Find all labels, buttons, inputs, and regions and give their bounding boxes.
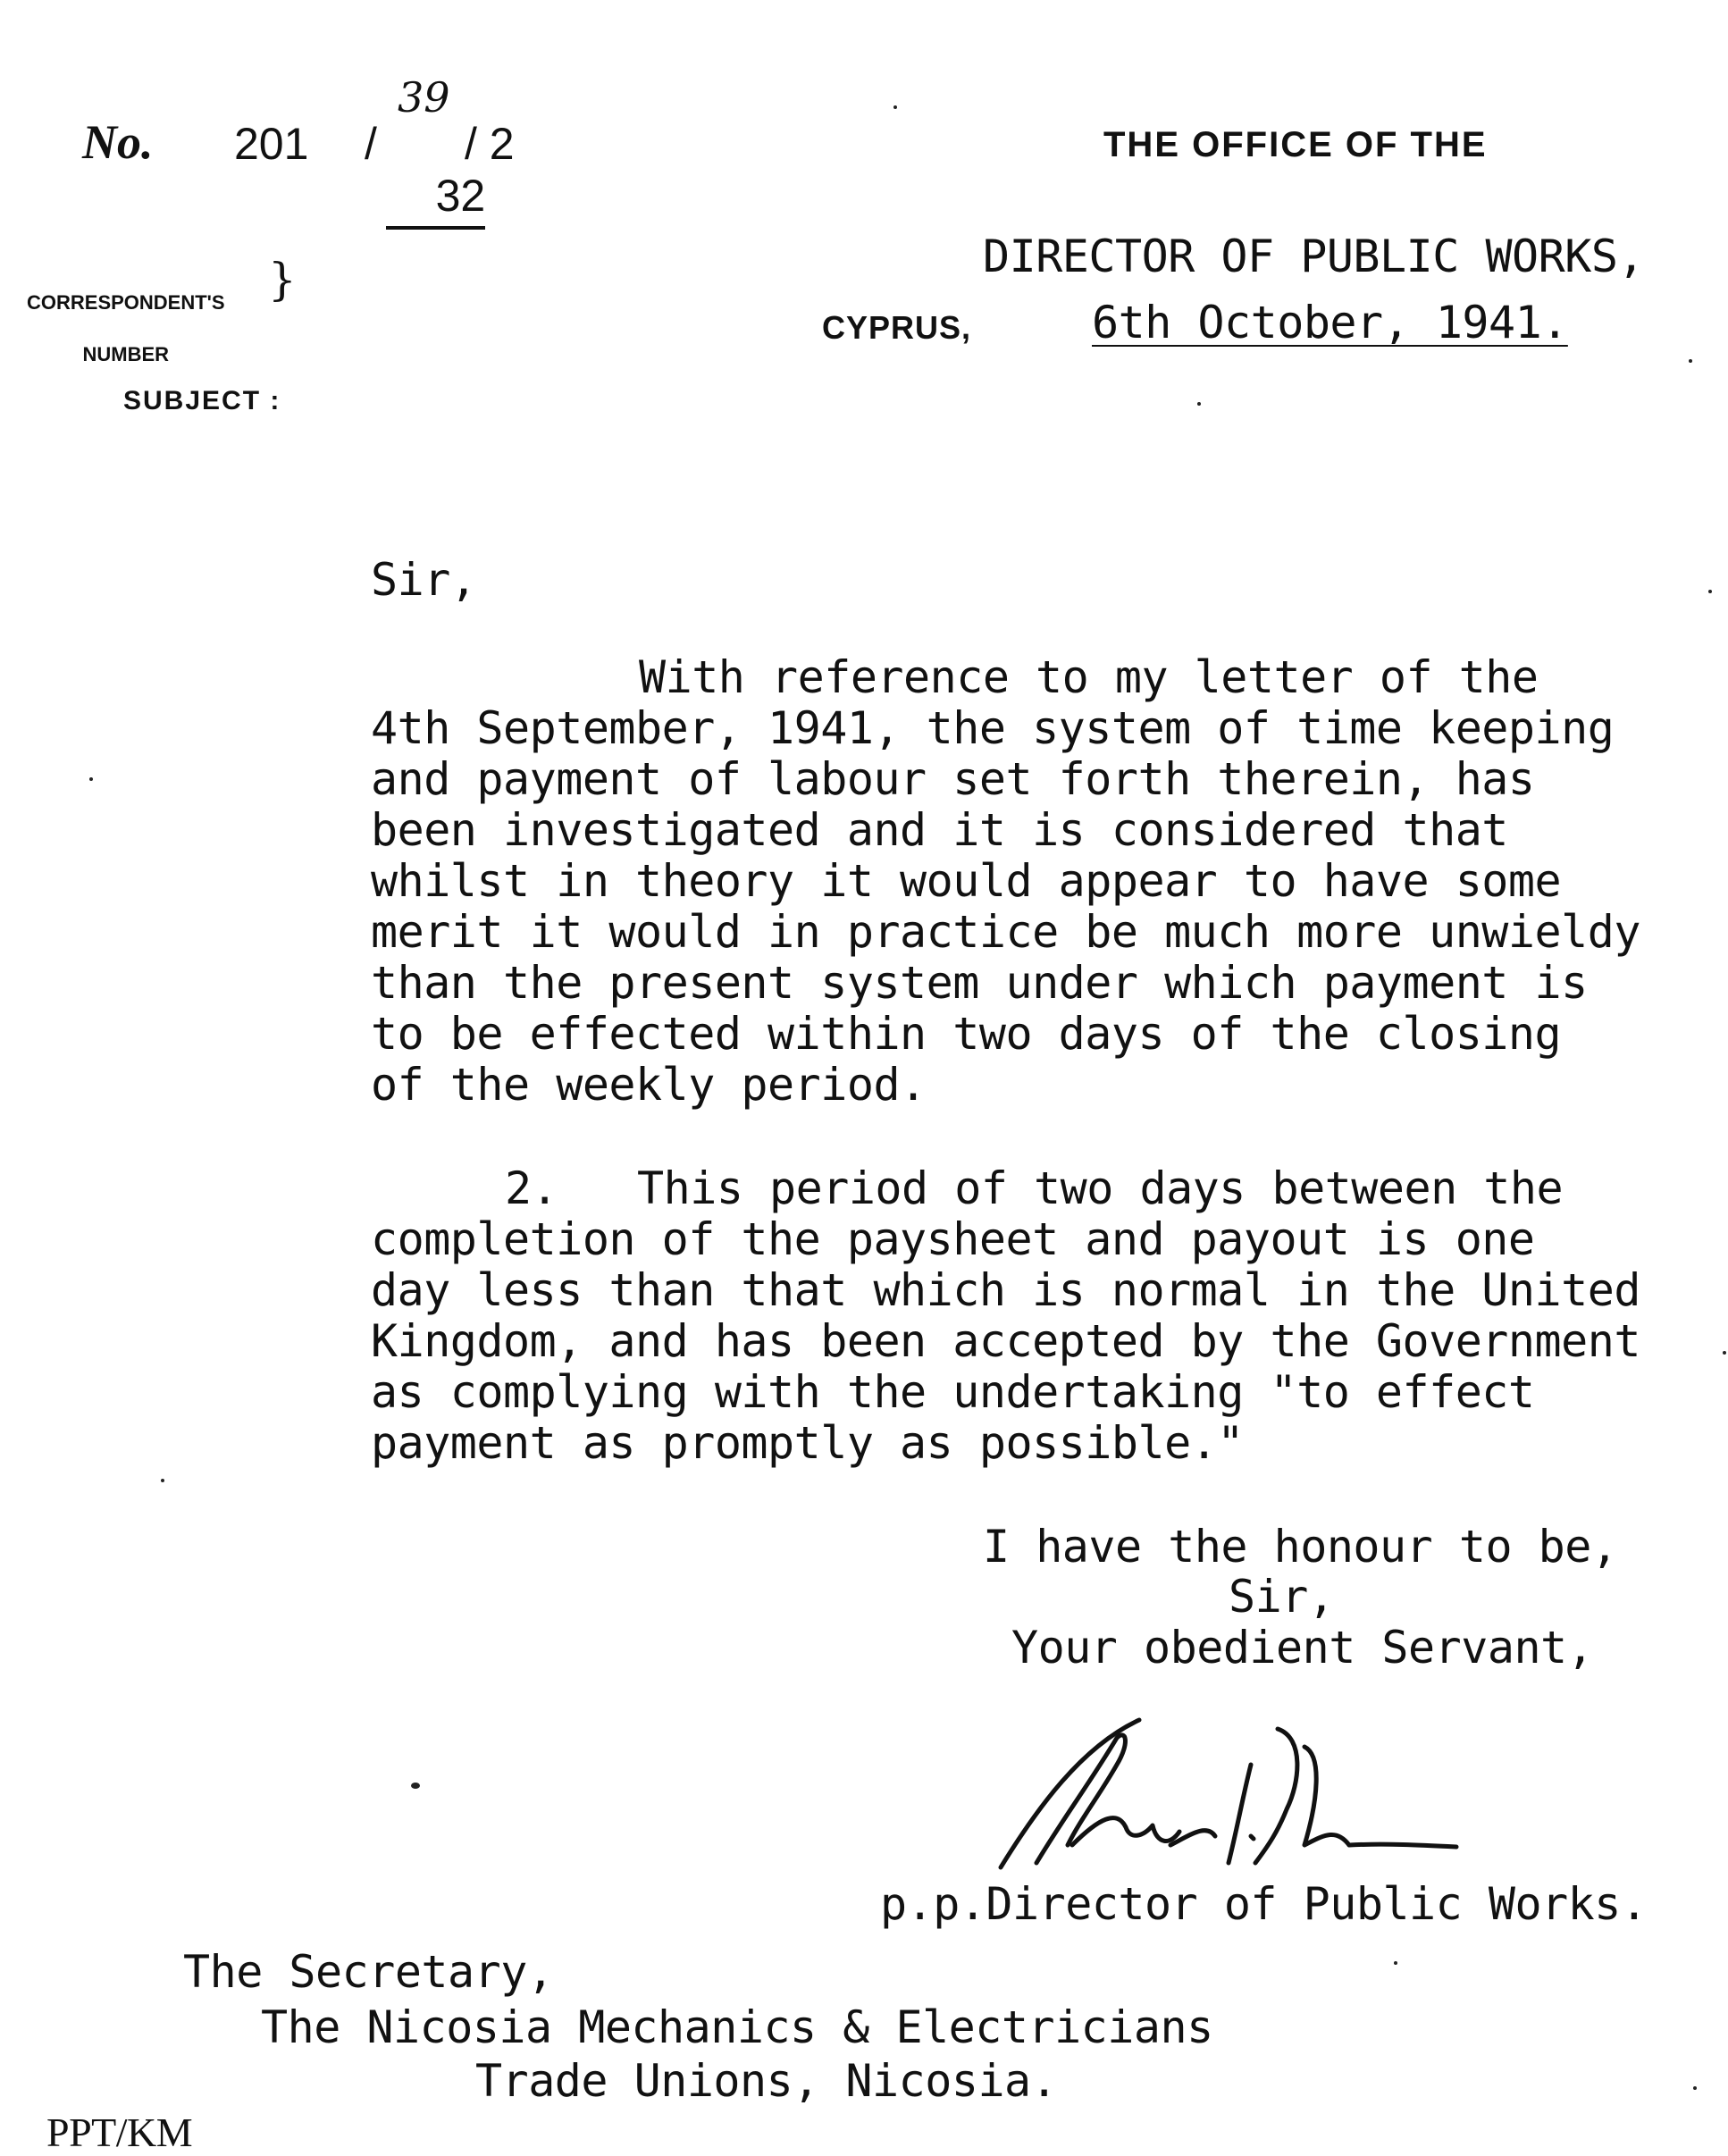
scan-speck	[1693, 2086, 1697, 2090]
number-label: No.	[82, 115, 154, 169]
closing-line-2: Sir,	[1229, 1571, 1335, 1623]
scan-speck	[1689, 359, 1692, 363]
scan-speck	[1394, 1961, 1397, 1965]
paragraph-line: payment as promptly as possible."	[371, 1417, 1244, 1469]
paragraph-line: merit it would in practice be much more unwieldy	[371, 906, 1640, 958]
paragraph-1	[371, 652, 1693, 1111]
paragraph-line: 2. This period of two days between the	[505, 1162, 1564, 1214]
handwritten-signature	[983, 1711, 1465, 1890]
paragraph-line: to be effected within two days of the closing	[371, 1008, 1562, 1060]
reference-slash: /	[365, 119, 377, 169]
scan-speck	[1708, 590, 1712, 593]
addressee-line-3: Trade Unions, Nicosia.	[475, 2055, 1058, 2107]
paragraph-line: completion of the paysheet and payout is one	[371, 1213, 1535, 1265]
place-label: CYPRUS,	[822, 309, 972, 346]
strikethrough-line	[386, 226, 485, 230]
closing-line-3: Your obedient Servant,	[1011, 1622, 1594, 1674]
paragraph-line: 4th September, 1941, the system of time keeping	[371, 702, 1615, 754]
reference-initials: PPT/KM	[46, 2110, 193, 2155]
scan-speck	[1197, 402, 1201, 406]
salutation: Sir,	[371, 554, 477, 606]
letter-date: 6th October, 1941.	[1092, 297, 1568, 348]
paragraph-line: than the present system under which payment is	[371, 957, 1588, 1009]
handwritten-correction: 39	[398, 73, 450, 122]
paragraph-line: day less than that which is normal in the United	[371, 1264, 1640, 1316]
signatory-line: p.p.Director of Public Works.	[880, 1878, 1648, 1930]
paragraph-line: whilst in theory it would appear to have some	[371, 855, 1562, 907]
paragraph-line: as complying with the undertaking "to effect	[371, 1366, 1535, 1418]
closing-line-1: I have the honour to be,	[983, 1521, 1618, 1573]
director-heading: DIRECTOR OF PUBLIC WORKS,	[983, 231, 1645, 282]
scan-speck	[89, 777, 93, 781]
brace-mark: }	[268, 254, 297, 306]
reference-struck-text: 32	[435, 171, 486, 221]
reference-number: 201	[234, 119, 309, 169]
correspondent-label-top: CORRESPONDENT'S	[27, 291, 225, 314]
scan-speck	[893, 105, 897, 109]
paragraph-line: been investigated and it is considered that	[371, 804, 1508, 856]
paragraph-line: With reference to my letter of the	[639, 651, 1539, 703]
scan-speck	[411, 1783, 420, 1789]
addressee-line-1: The Secretary,	[183, 1946, 554, 1998]
paragraph-2	[371, 1163, 1693, 1469]
paragraph-line: and payment of labour set forth therein, has	[371, 753, 1535, 805]
addressee-line-2: The Nicosia Mechanics & Electricians	[261, 2001, 1213, 2053]
correspondent-label-bottom: NUMBER	[82, 343, 170, 365]
scan-speck	[1723, 1351, 1726, 1355]
paragraph-line: of the weekly period.	[371, 1059, 927, 1111]
reference-suffix: / 2	[465, 119, 515, 169]
office-heading: THE OFFICE OF THE	[1103, 125, 1488, 164]
subject-label: SUBJECT :	[123, 386, 281, 415]
correspondent-number-block	[27, 261, 225, 397]
paragraph-line: Kingdom, and has been accepted by the Government	[371, 1315, 1640, 1367]
scan-speck	[161, 1479, 164, 1482]
